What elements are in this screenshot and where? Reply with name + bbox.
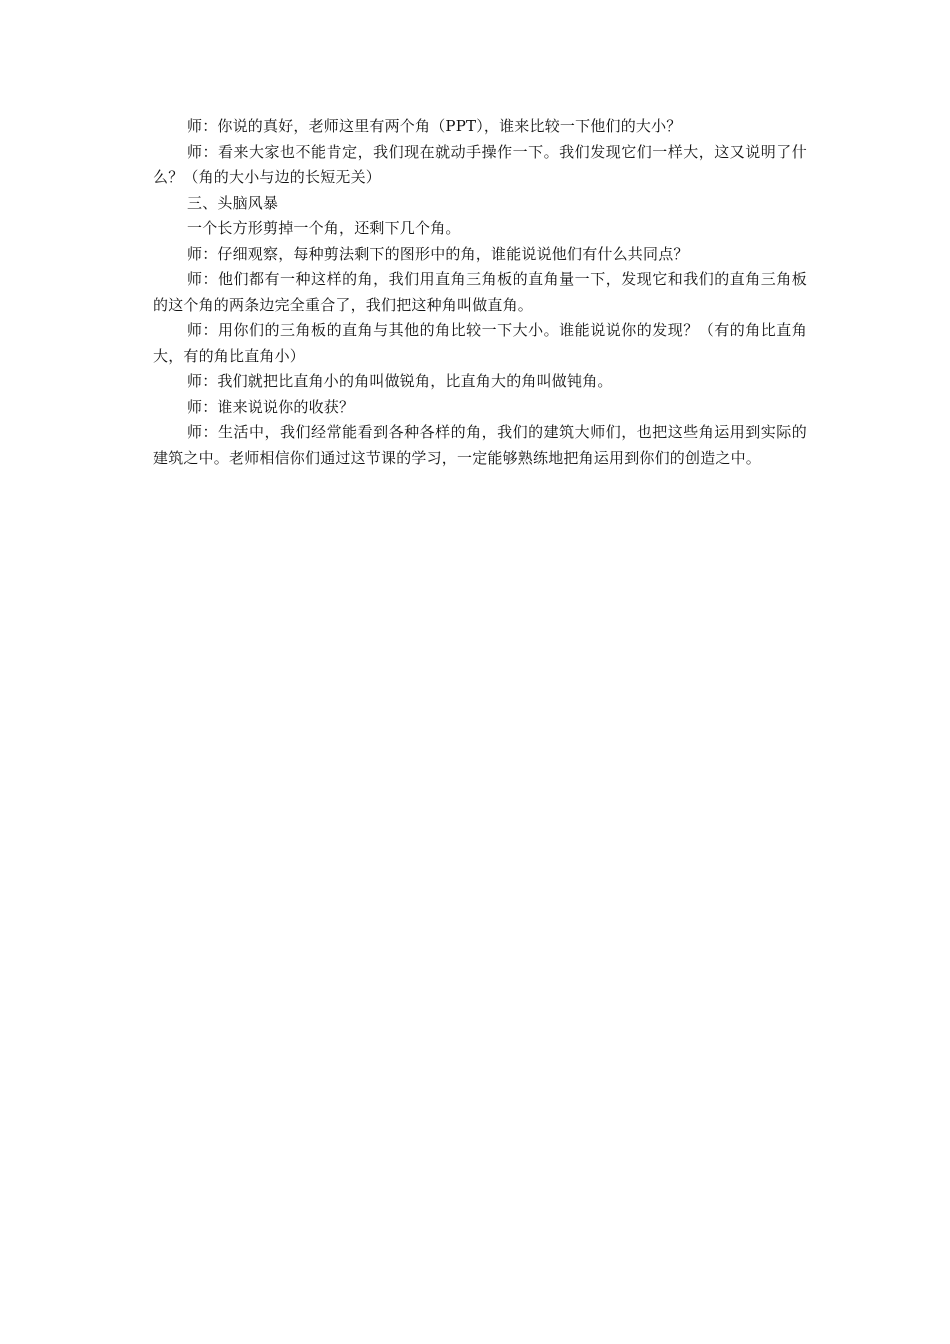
paragraph-5: 师：他们都有一种这样的角，我们用直角三角板的直角量一下，发现它和我们的直角三角板的这个角的两条边完全重合了，我们把这种角叫做直角。: [153, 270, 807, 314]
paragraph-4: 师：仔细观察，每种剪法剩下的图形中的角，谁能说说他们有什么共同点？: [187, 244, 689, 263]
paragraph-6: 师：用你们的三角板的直角与其他的角比较一下大小。谁能说说你的发现？（有的角比直角大，有的角比直角小）: [153, 321, 807, 365]
paragraph-7: 师：我们就把比直角小的角叫做锐角，比直角大的角叫做钝角。: [187, 372, 613, 390]
document-page: [153, 114, 807, 471]
paragraph-3: 一个长方形剪掉一个角，还剩下几个角。: [187, 219, 461, 237]
paragraph-9: 师：生活中，我们经常能看到各种各样的角，我们的建筑大师们，也把这些角运用到实际的建筑之中。老师相信你们通过这节课的学习，一定能够熟练地把角运用到你们的创造之中。: [153, 423, 807, 467]
paragraph-1: 师：你说的真好，老师这里有两个角（PPT），谁来比较一下他们的大小？: [187, 117, 682, 135]
paragraph-8: 师：谁来说说你的收获？: [187, 397, 355, 416]
section-heading-brainstorm: 三、头脑风暴: [187, 193, 279, 212]
paragraph-2: 师：看来大家也不能肯定，我们现在就动手操作一下。我们发现它们一样大，这又说明了什么？（角的大小与边的长短无关）: [153, 142, 807, 186]
